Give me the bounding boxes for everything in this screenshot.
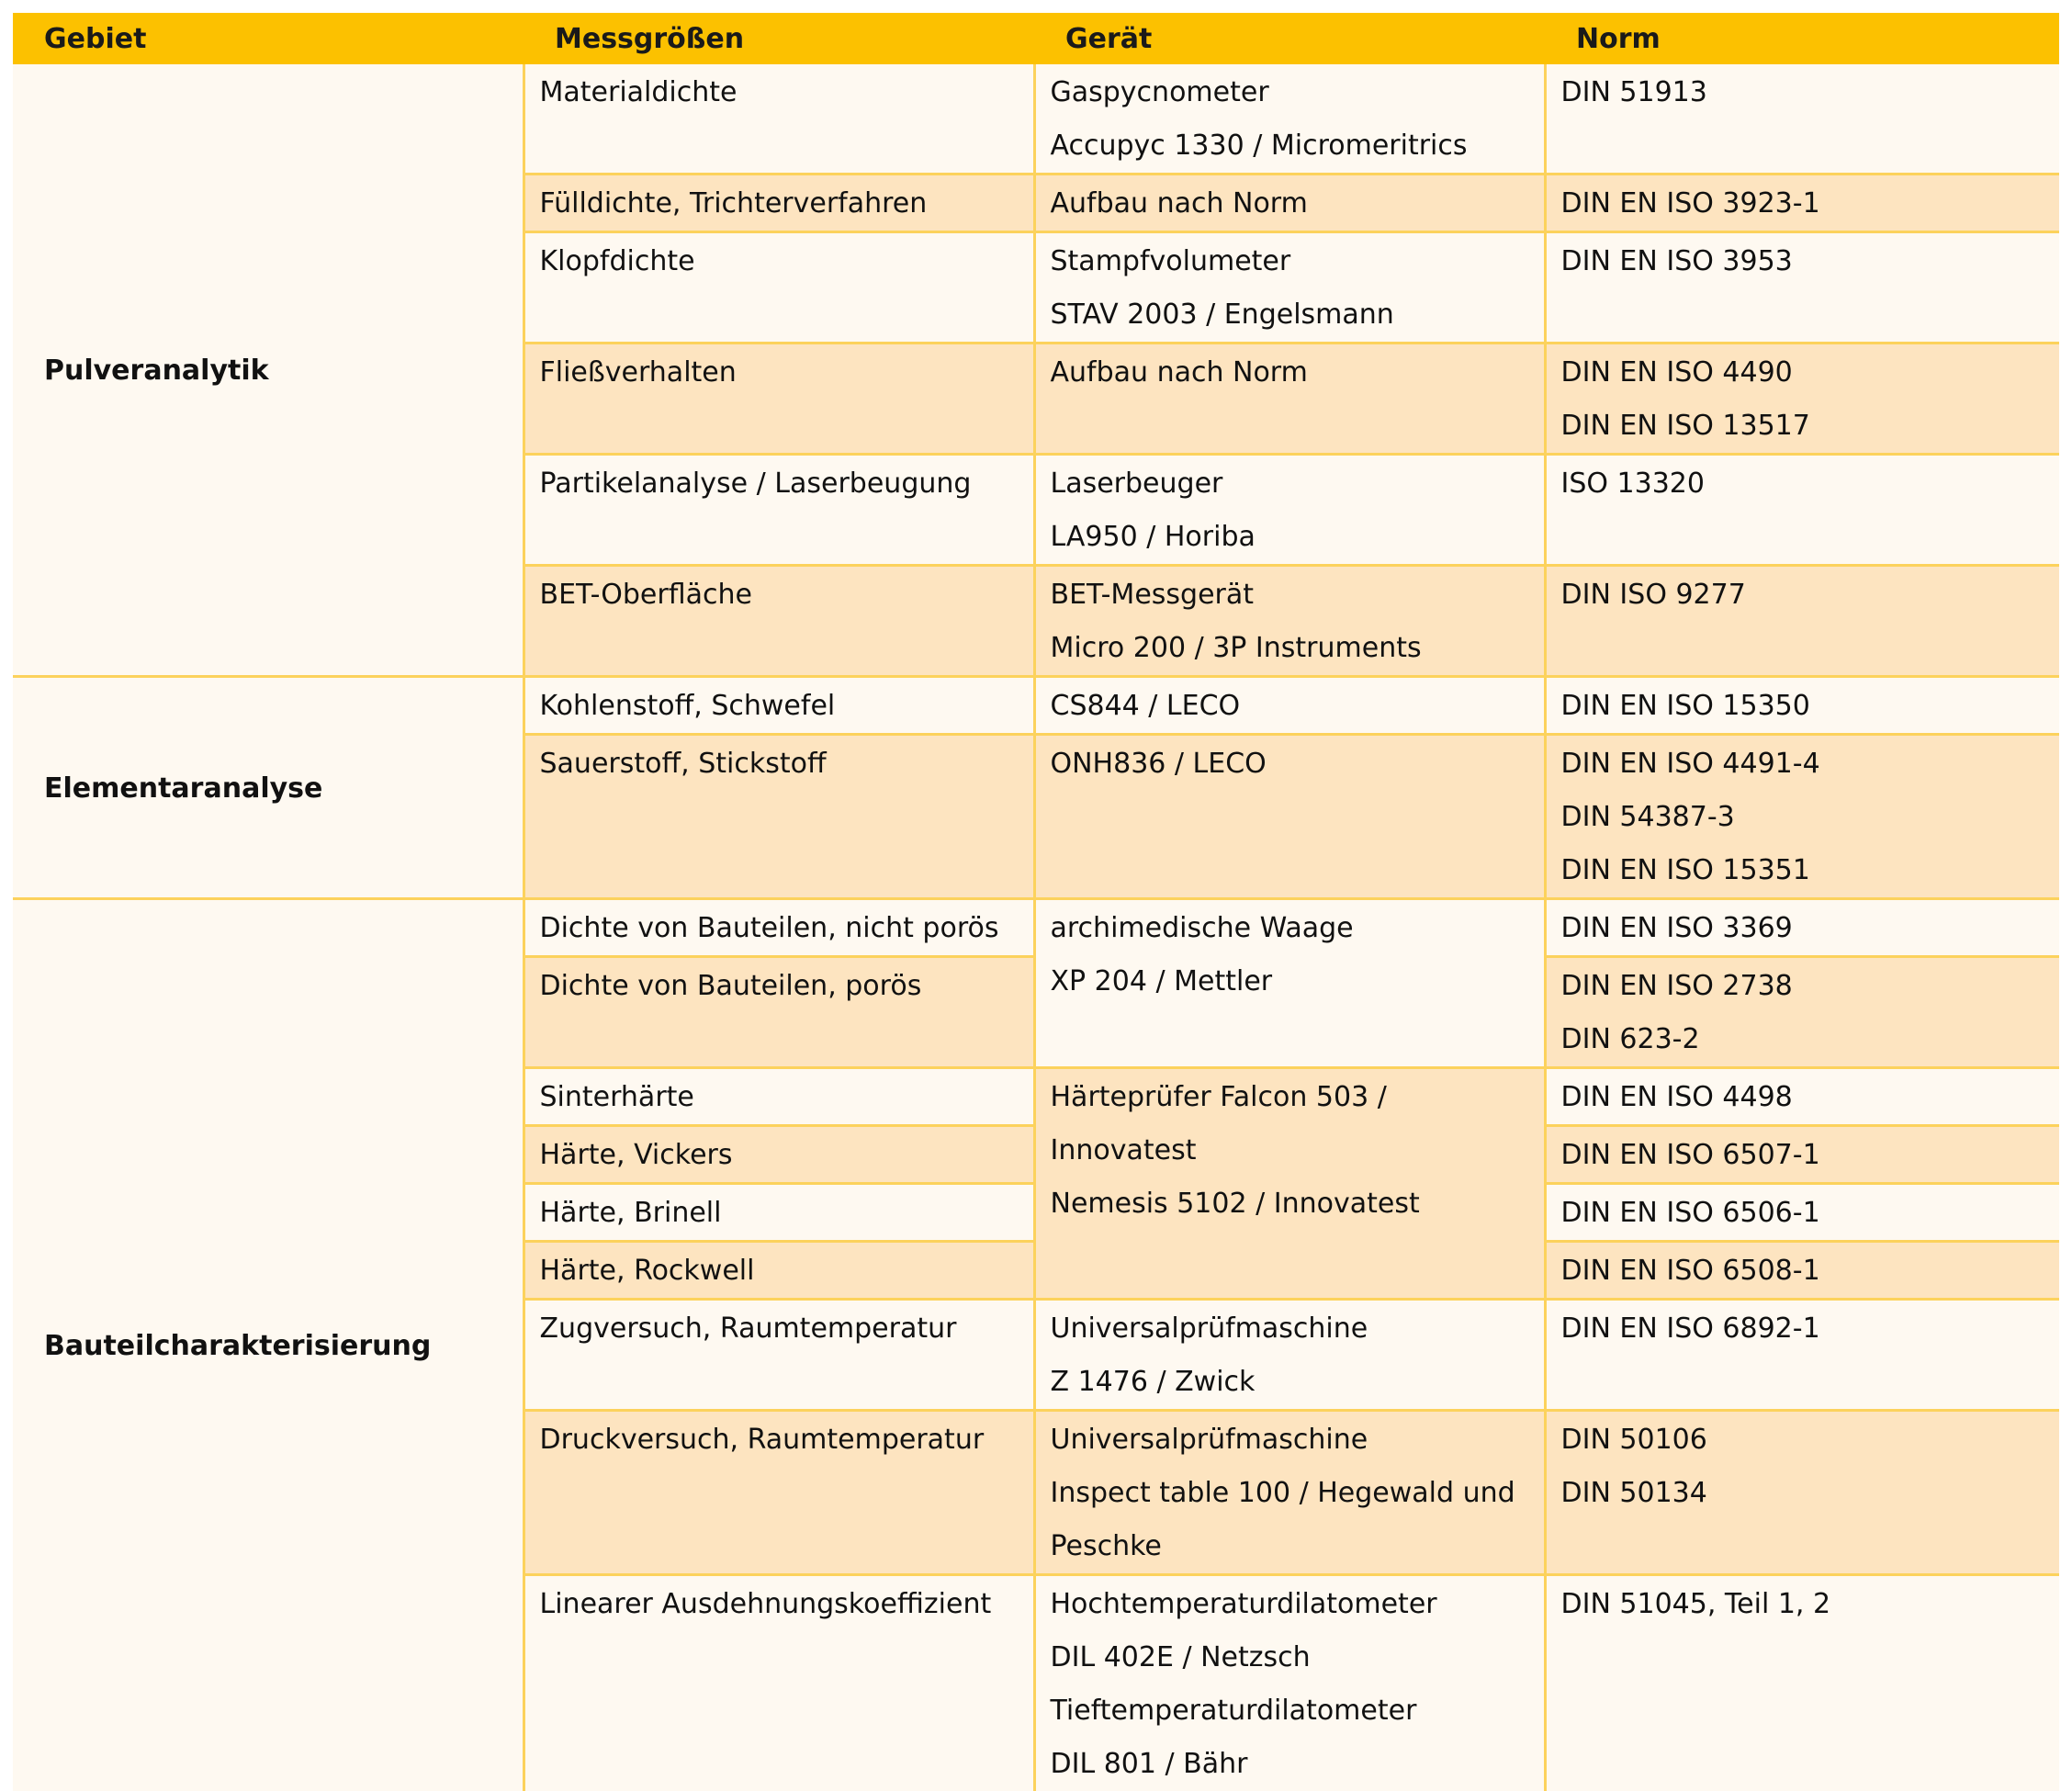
mess-cell: Fließverhalten bbox=[524, 344, 1034, 455]
mess-cell: Kohlenstoff, Schwefel bbox=[524, 677, 1034, 735]
mess-cell: Härte, Rockwell bbox=[524, 1242, 1034, 1300]
mess-cell: Klopfdichte bbox=[524, 232, 1034, 344]
table-header-row bbox=[13, 13, 2059, 64]
norm-cell: DIN EN ISO 3369 bbox=[1545, 899, 2059, 957]
mess-cell: Materialdichte bbox=[524, 64, 1034, 175]
norm-cell: DIN EN ISO 6892-1 bbox=[1545, 1300, 2059, 1411]
header-norm: Norm bbox=[1545, 13, 2059, 64]
geraet-cell: archimedische Waage XP 204 / Mettler bbox=[1034, 899, 1545, 1068]
norm-cell: DIN 51045, Teil 1, 2 bbox=[1545, 1575, 2059, 1791]
norm-cell: DIN ISO 9277 bbox=[1545, 566, 2059, 677]
geraet-cell: Aufbau nach Norm bbox=[1034, 175, 1545, 232]
norm-cell: ISO 13320 bbox=[1545, 455, 2059, 566]
group-elementaranalyse: Elementaranalyse bbox=[13, 677, 524, 899]
norm-cell: DIN EN ISO 4491-4 DIN 54387-3 DIN EN ISO 15351 bbox=[1545, 735, 2059, 899]
geraet-cell: Hochtemperaturdilatometer DIL 402E / Netzsch Tieftemperaturdilatometer DIL 801 / Bähr bbox=[1034, 1575, 1545, 1791]
geraet-cell: Laserbeuger LA950 / Horiba bbox=[1034, 455, 1545, 566]
geraet-cell: Aufbau nach Norm bbox=[1034, 344, 1545, 455]
norm-cell: DIN 51913 bbox=[1545, 64, 2059, 175]
mess-cell: Härte, Vickers bbox=[524, 1126, 1034, 1184]
norm-cell: DIN EN ISO 15350 bbox=[1545, 677, 2059, 735]
group-bauteilcharakterisierung: Bauteilcharakterisierung bbox=[13, 899, 524, 1791]
group-pulveranalytik: Pulveranalytik bbox=[13, 64, 524, 677]
mess-cell: BET-Oberfläche bbox=[524, 566, 1034, 677]
norm-cell: DIN 50106 DIN 50134 bbox=[1545, 1411, 2059, 1575]
geraet-cell: BET-Messgerät Micro 200 / 3P Instruments bbox=[1034, 566, 1545, 677]
mess-cell: Fülldichte, Trichterverfahren bbox=[524, 175, 1034, 232]
geraet-cell: ONH836 / LECO bbox=[1034, 735, 1545, 899]
norm-cell: DIN EN ISO 3953 bbox=[1545, 232, 2059, 344]
mess-cell: Dichte von Bauteilen, nicht porös bbox=[524, 899, 1034, 957]
mess-cell: Linearer Ausdehnungskoeffizient bbox=[524, 1575, 1034, 1791]
table-row bbox=[13, 64, 2059, 175]
norm-cell: DIN EN ISO 4498 bbox=[1545, 1068, 2059, 1126]
geraet-cell: Härteprüfer Falcon 503 / Innovatest Nemesis 5102 / Innovatest bbox=[1034, 1068, 1545, 1300]
norm-cell: DIN EN ISO 4490 DIN EN ISO 13517 bbox=[1545, 344, 2059, 455]
geraet-cell: Gaspycnometer Accupyc 1330 / Micromeritrics bbox=[1034, 64, 1545, 175]
geraet-cell: Universalprüfmaschine Inspect table 100 / Hegewald und Peschke bbox=[1034, 1411, 1545, 1575]
table-row bbox=[13, 677, 2059, 735]
mess-cell: Dichte von Bauteilen, porös bbox=[524, 957, 1034, 1068]
header-geraet: Gerät bbox=[1034, 13, 1545, 64]
mess-cell: Zugversuch, Raumtemperatur bbox=[524, 1300, 1034, 1411]
header-messgroessen: Messgrößen bbox=[524, 13, 1034, 64]
norm-cell: DIN EN ISO 6507-1 bbox=[1545, 1126, 2059, 1184]
geraet-cell: Universalprüfmaschine Z 1476 / Zwick bbox=[1034, 1300, 1545, 1411]
mess-cell: Härte, Brinell bbox=[524, 1184, 1034, 1242]
measurement-table bbox=[13, 13, 2059, 1791]
mess-cell: Partikelanalyse / Laserbeugung bbox=[524, 455, 1034, 566]
norm-cell: DIN EN ISO 2738 DIN 623-2 bbox=[1545, 957, 2059, 1068]
norm-cell: DIN EN ISO 3923-1 bbox=[1545, 175, 2059, 232]
norm-cell: DIN EN ISO 6506-1 bbox=[1545, 1184, 2059, 1242]
norm-cell: DIN EN ISO 6508-1 bbox=[1545, 1242, 2059, 1300]
mess-cell: Sauerstoff, Stickstoff bbox=[524, 735, 1034, 899]
mess-cell: Druckversuch, Raumtemperatur bbox=[524, 1411, 1034, 1575]
mess-cell: Sinterhärte bbox=[524, 1068, 1034, 1126]
geraet-cell: Stampfvolumeter STAV 2003 / Engelsmann bbox=[1034, 232, 1545, 344]
header-gebiet: Gebiet bbox=[13, 13, 524, 64]
table-row bbox=[13, 899, 2059, 957]
geraet-cell: CS844 / LECO bbox=[1034, 677, 1545, 735]
